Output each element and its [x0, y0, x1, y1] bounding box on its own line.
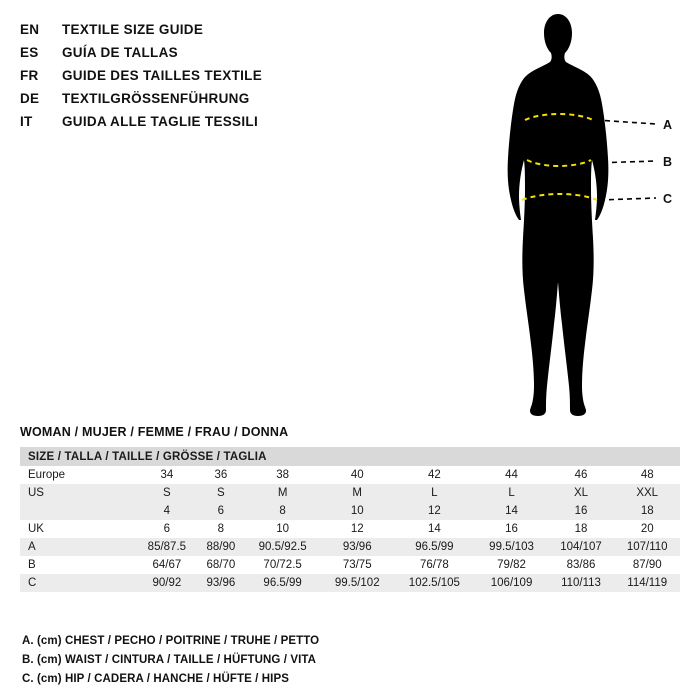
cell: 104/107 — [548, 538, 615, 556]
cell: 88/90 — [198, 538, 244, 556]
cell: 93/96 — [321, 538, 393, 556]
cell: 76/78 — [393, 556, 475, 574]
row-label — [20, 502, 136, 520]
cell: 42 — [393, 466, 475, 484]
table-header-row — [20, 447, 680, 466]
table-row — [20, 520, 680, 538]
cell: 16 — [476, 520, 548, 538]
cell: 106/109 — [476, 574, 548, 592]
title-text-es: GUÍA DE TALLAS — [62, 45, 178, 60]
cell: 10 — [244, 520, 321, 538]
cell: 34 — [136, 466, 198, 484]
title-block — [20, 22, 490, 137]
cell: 90/92 — [136, 574, 198, 592]
cell: 38 — [244, 466, 321, 484]
row-label: B — [20, 556, 136, 574]
cell: 6 — [198, 502, 244, 520]
cell: 87/90 — [614, 556, 680, 574]
cell: 102.5/105 — [393, 574, 475, 592]
cell: L — [476, 484, 548, 502]
legend-item-a: A. (cm) CHEST / PECHO / POITRINE / TRUHE / PETTO — [22, 635, 320, 647]
cell: 12 — [393, 502, 475, 520]
title-text-it: GUIDA ALLE TAGLIE TESSILI — [62, 114, 258, 129]
legend-item-c: C. (cm) HIP / CADERA / HANCHE / HÜFTE / HIPS — [22, 673, 290, 685]
title-row-fr — [20, 68, 490, 88]
row-label: Europe — [20, 466, 136, 484]
cell: M — [321, 484, 393, 502]
cell: S — [136, 484, 198, 502]
table-row — [20, 502, 680, 520]
cell: 110/113 — [548, 574, 615, 592]
cell: M — [244, 484, 321, 502]
row-label: US — [20, 484, 136, 502]
cell: 83/86 — [548, 556, 615, 574]
table-row — [20, 538, 680, 556]
language-code-es: ES — [20, 45, 39, 60]
row-label: C — [20, 574, 136, 592]
cell: 36 — [198, 466, 244, 484]
title-row-it — [20, 114, 490, 134]
cell: 14 — [476, 502, 548, 520]
cell: 40 — [321, 466, 393, 484]
cell: 79/82 — [476, 556, 548, 574]
cell: 46 — [548, 466, 615, 484]
size-table — [20, 447, 680, 592]
cell: 99.5/102 — [321, 574, 393, 592]
cell: 6 — [136, 520, 198, 538]
table-row — [20, 574, 680, 592]
title-row-en — [20, 22, 490, 42]
row-label: A — [20, 538, 136, 556]
measure-label-a: A — [663, 118, 673, 132]
cell: 48 — [614, 466, 680, 484]
table-row — [20, 466, 680, 484]
cell: 20 — [614, 520, 680, 538]
cell: 96.5/99 — [244, 574, 321, 592]
cell: 18 — [548, 520, 615, 538]
woman-section-heading: WOMAN / MUJER / FEMME / FRAU / DONNA — [20, 425, 289, 439]
table-row — [20, 484, 680, 502]
language-code-it: IT — [20, 114, 33, 129]
cell: 44 — [476, 466, 548, 484]
cell: 14 — [393, 520, 475, 538]
title-text-fr: GUIDE DES TAILLES TEXTILE — [62, 68, 263, 83]
cell: 8 — [244, 502, 321, 520]
female-body-figure — [480, 8, 700, 428]
row-label: UK — [20, 520, 136, 538]
cell: 12 — [321, 520, 393, 538]
cell: 99.5/103 — [476, 538, 548, 556]
title-text-de: TEXTILGRÖSSENFÜHRUNG — [62, 91, 250, 106]
language-code-en: EN — [20, 22, 40, 37]
title-row-de — [20, 91, 490, 111]
table-header-label: SIZE / TALLA / TAILLE / GRÖSSE / TAGLIA — [20, 447, 680, 466]
cell: 10 — [321, 502, 393, 520]
cell: 4 — [136, 502, 198, 520]
cell: 73/75 — [321, 556, 393, 574]
cell: 18 — [614, 502, 680, 520]
cell: L — [393, 484, 475, 502]
language-code-de: DE — [20, 91, 40, 106]
cell: S — [198, 484, 244, 502]
table-row — [20, 556, 680, 574]
cell: 90.5/92.5 — [244, 538, 321, 556]
cell: 85/87.5 — [136, 538, 198, 556]
cell: 93/96 — [198, 574, 244, 592]
cell: 96.5/99 — [393, 538, 475, 556]
cell: 68/70 — [198, 556, 244, 574]
title-text-en: TEXTILE SIZE GUIDE — [62, 22, 204, 37]
legend-item-b: B. (cm) WAIST / CINTURA / TAILLE / HÜFTUNG / VITA — [22, 654, 317, 666]
measurement-legend — [22, 632, 319, 689]
measure-label-c: C — [663, 192, 673, 206]
leader-line-c — [600, 198, 656, 200]
cell: XL — [548, 484, 615, 502]
cell: 64/67 — [136, 556, 198, 574]
cell: XXL — [614, 484, 680, 502]
cell: 107/110 — [614, 538, 680, 556]
cell: 70/72.5 — [244, 556, 321, 574]
cell: 16 — [548, 502, 615, 520]
cell: 8 — [198, 520, 244, 538]
cell: 114/119 — [614, 574, 680, 592]
measure-label-b: B — [663, 155, 673, 169]
language-code-fr: FR — [20, 68, 39, 83]
title-row-es — [20, 45, 490, 65]
body-silhouette-icon — [480, 8, 700, 428]
size-table-area — [20, 425, 680, 592]
leader-line-a — [596, 120, 656, 124]
